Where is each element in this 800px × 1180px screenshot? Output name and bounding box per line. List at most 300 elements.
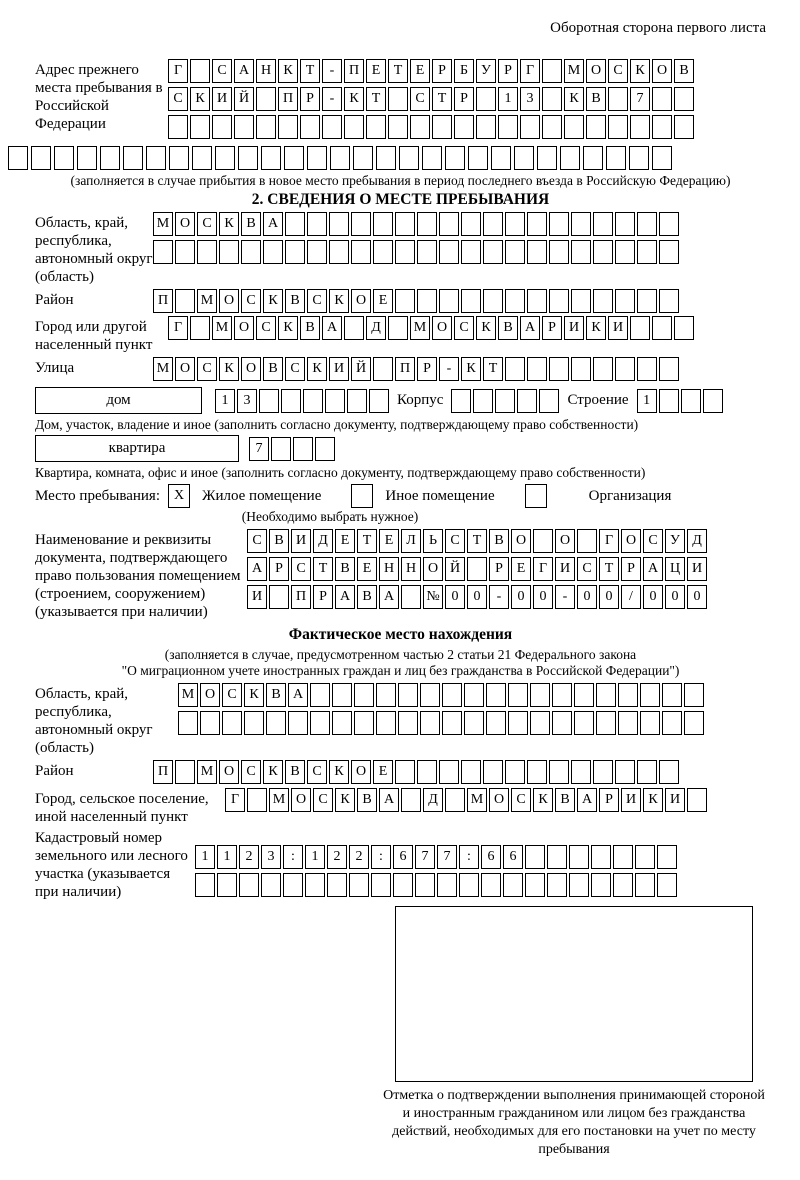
form-cell[interactable]: К [219, 212, 239, 236]
form-cell[interactable] [659, 212, 679, 236]
form-cell[interactable]: Р [454, 87, 474, 111]
form-cell[interactable]: В [266, 683, 286, 707]
form-cell[interactable]: О [200, 683, 220, 707]
form-cell[interactable] [505, 289, 525, 313]
checkbox-residential[interactable]: X [168, 484, 190, 508]
form-cell[interactable] [483, 240, 503, 264]
form-cell[interactable]: К [344, 87, 364, 111]
form-cell[interactable]: В [300, 316, 320, 340]
form-cell[interactable]: П [291, 585, 311, 609]
form-cell[interactable] [486, 711, 506, 735]
form-cell[interactable] [422, 146, 442, 170]
form-cell[interactable]: О [621, 529, 641, 553]
form-cell[interactable] [398, 711, 418, 735]
form-cell[interactable]: Д [423, 788, 443, 812]
form-cell[interactable] [608, 87, 628, 111]
form-cell[interactable] [123, 146, 143, 170]
form-cell[interactable]: С [247, 529, 267, 553]
form-cell[interactable] [652, 115, 672, 139]
form-cell[interactable] [530, 711, 550, 735]
form-cell[interactable] [635, 845, 655, 869]
form-cell[interactable]: И [608, 316, 628, 340]
form-cell[interactable] [637, 289, 657, 313]
form-cell[interactable]: Р [498, 59, 518, 83]
form-cell[interactable] [376, 146, 396, 170]
form-cell[interactable] [574, 683, 594, 707]
form-cell[interactable] [674, 316, 694, 340]
form-cell[interactable]: И [247, 585, 267, 609]
form-cell[interactable]: Й [445, 557, 465, 581]
form-cell[interactable]: С [643, 529, 663, 553]
form-cell[interactable]: К [329, 289, 349, 313]
form-cell[interactable] [593, 212, 613, 236]
form-cell[interactable] [459, 873, 479, 897]
form-cell[interactable]: 3 [237, 389, 257, 413]
form-cell[interactable] [278, 115, 298, 139]
form-cell[interactable]: Т [388, 59, 408, 83]
form-cell[interactable] [330, 146, 350, 170]
form-cell[interactable] [483, 289, 503, 313]
form-cell[interactable] [615, 212, 635, 236]
form-cell[interactable]: В [357, 788, 377, 812]
form-cell[interactable]: - [555, 585, 575, 609]
form-cell[interactable] [395, 760, 415, 784]
form-cell[interactable] [613, 873, 633, 897]
form-cell[interactable] [259, 389, 279, 413]
form-cell[interactable]: С [410, 87, 430, 111]
form-cell[interactable] [659, 240, 679, 264]
form-cell[interactable] [495, 389, 515, 413]
form-cell[interactable] [659, 357, 679, 381]
form-cell[interactable] [659, 289, 679, 313]
form-cell[interactable]: С [307, 289, 327, 313]
form-cell[interactable] [635, 873, 655, 897]
form-cell[interactable] [239, 873, 259, 897]
form-cell[interactable] [373, 240, 393, 264]
form-cell[interactable]: И [665, 788, 685, 812]
form-cell[interactable] [549, 760, 569, 784]
form-cell[interactable] [197, 240, 217, 264]
form-cell[interactable] [527, 212, 547, 236]
form-cell[interactable] [310, 711, 330, 735]
form-cell[interactable] [146, 146, 166, 170]
form-cell[interactable]: М [212, 316, 232, 340]
form-cell[interactable]: К [329, 760, 349, 784]
form-cell[interactable] [674, 115, 694, 139]
form-cell[interactable]: 7 [415, 845, 435, 869]
form-cell[interactable] [574, 711, 594, 735]
form-cell[interactable]: : [371, 845, 391, 869]
form-cell[interactable]: Д [366, 316, 386, 340]
form-cell[interactable]: В [586, 87, 606, 111]
form-cell[interactable]: О [489, 788, 509, 812]
form-cell[interactable] [461, 760, 481, 784]
form-cell[interactable] [527, 357, 547, 381]
form-cell[interactable]: 2 [327, 845, 347, 869]
form-cell[interactable] [175, 240, 195, 264]
form-cell[interactable]: Г [520, 59, 540, 83]
form-cell[interactable] [681, 389, 701, 413]
form-cell[interactable] [353, 146, 373, 170]
form-cell[interactable]: : [459, 845, 479, 869]
form-cell[interactable]: П [153, 760, 173, 784]
form-cell[interactable] [439, 240, 459, 264]
form-cell[interactable]: 1 [305, 845, 325, 869]
form-cell[interactable] [659, 760, 679, 784]
form-cell[interactable]: Т [313, 557, 333, 581]
form-cell[interactable]: О [351, 289, 371, 313]
form-cell[interactable] [630, 115, 650, 139]
form-cell[interactable] [615, 289, 635, 313]
form-cell[interactable]: 2 [349, 845, 369, 869]
form-cell[interactable]: 0 [445, 585, 465, 609]
form-cell[interactable] [486, 683, 506, 707]
form-cell[interactable]: У [476, 59, 496, 83]
form-cell[interactable] [560, 146, 580, 170]
form-cell[interactable]: - [322, 59, 342, 83]
form-cell[interactable]: К [278, 316, 298, 340]
form-cell[interactable] [410, 115, 430, 139]
form-cell[interactable]: Б [454, 59, 474, 83]
form-cell[interactable] [483, 212, 503, 236]
form-cell[interactable]: К [564, 87, 584, 111]
checkbox-other-premises[interactable] [351, 484, 373, 508]
form-cell[interactable] [571, 212, 591, 236]
form-cell[interactable] [684, 683, 704, 707]
form-cell[interactable]: 0 [467, 585, 487, 609]
form-cell[interactable] [178, 711, 198, 735]
form-cell[interactable] [190, 115, 210, 139]
form-cell[interactable] [200, 711, 220, 735]
form-cell[interactable]: М [269, 788, 289, 812]
form-cell[interactable]: 0 [511, 585, 531, 609]
form-cell[interactable] [547, 845, 567, 869]
form-cell[interactable] [615, 357, 635, 381]
form-cell[interactable]: 3 [261, 845, 281, 869]
form-cell[interactable]: 1 [195, 845, 215, 869]
form-cell[interactable]: К [461, 357, 481, 381]
form-cell[interactable]: П [153, 289, 173, 313]
form-cell[interactable] [261, 146, 281, 170]
form-cell[interactable]: О [432, 316, 452, 340]
form-cell[interactable]: С [222, 683, 242, 707]
form-cell[interactable] [415, 873, 435, 897]
form-cell[interactable]: Е [366, 59, 386, 83]
form-cell[interactable] [476, 87, 496, 111]
form-cell[interactable] [571, 240, 591, 264]
form-cell[interactable]: А [322, 316, 342, 340]
form-cell[interactable]: 0 [643, 585, 663, 609]
form-cell[interactable] [310, 683, 330, 707]
form-cell[interactable] [271, 437, 291, 461]
form-cell[interactable] [571, 289, 591, 313]
form-cell[interactable] [169, 146, 189, 170]
form-cell[interactable] [395, 240, 415, 264]
form-cell[interactable]: М [197, 760, 217, 784]
form-cell[interactable] [366, 115, 386, 139]
form-cell[interactable] [549, 212, 569, 236]
form-cell[interactable] [593, 289, 613, 313]
form-cell[interactable] [571, 357, 591, 381]
form-cell[interactable]: Р [432, 59, 452, 83]
form-cell[interactable]: Т [357, 529, 377, 553]
form-cell[interactable] [549, 357, 569, 381]
form-cell[interactable] [417, 289, 437, 313]
form-cell[interactable]: Е [357, 557, 377, 581]
form-cell[interactable] [8, 146, 28, 170]
form-cell[interactable] [315, 437, 335, 461]
form-cell[interactable]: С [307, 760, 327, 784]
form-cell[interactable] [77, 146, 97, 170]
form-cell[interactable] [591, 845, 611, 869]
form-cell[interactable] [491, 146, 511, 170]
form-cell[interactable] [637, 212, 657, 236]
form-cell[interactable]: С [256, 316, 276, 340]
form-cell[interactable] [217, 873, 237, 897]
form-cell[interactable]: О [652, 59, 672, 83]
form-cell[interactable]: Л [401, 529, 421, 553]
form-cell[interactable] [552, 683, 572, 707]
form-cell[interactable]: М [410, 316, 430, 340]
form-cell[interactable]: Т [366, 87, 386, 111]
form-cell[interactable]: К [586, 316, 606, 340]
form-cell[interactable]: № [423, 585, 443, 609]
form-cell[interactable]: Е [335, 529, 355, 553]
form-cell[interactable] [442, 711, 462, 735]
form-cell[interactable]: 7 [630, 87, 650, 111]
form-cell[interactable] [662, 711, 682, 735]
form-cell[interactable] [481, 873, 501, 897]
form-cell[interactable]: М [467, 788, 487, 812]
form-cell[interactable] [583, 146, 603, 170]
form-cell[interactable]: 1 [215, 389, 235, 413]
form-cell[interactable] [657, 845, 677, 869]
form-cell[interactable] [537, 146, 557, 170]
form-cell[interactable]: Г [168, 316, 188, 340]
form-cell[interactable] [395, 289, 415, 313]
form-cell[interactable]: А [234, 59, 254, 83]
form-cell[interactable]: Р [300, 87, 320, 111]
form-cell[interactable] [552, 711, 572, 735]
form-cell[interactable]: Р [542, 316, 562, 340]
form-cell[interactable]: Ь [423, 529, 443, 553]
form-cell[interactable]: С [608, 59, 628, 83]
form-cell[interactable] [266, 711, 286, 735]
form-cell[interactable] [596, 683, 616, 707]
form-cell[interactable] [445, 146, 465, 170]
form-cell[interactable] [618, 683, 638, 707]
form-cell[interactable] [593, 240, 613, 264]
form-cell[interactable] [417, 240, 437, 264]
form-cell[interactable]: С [197, 212, 217, 236]
form-cell[interactable] [388, 87, 408, 111]
form-cell[interactable] [327, 873, 347, 897]
form-cell[interactable]: А [263, 212, 283, 236]
form-cell[interactable] [54, 146, 74, 170]
form-cell[interactable]: Р [621, 557, 641, 581]
form-cell[interactable] [256, 87, 276, 111]
form-cell[interactable] [547, 873, 567, 897]
form-cell[interactable] [373, 212, 393, 236]
form-cell[interactable] [222, 711, 242, 735]
form-cell[interactable] [401, 788, 421, 812]
form-cell[interactable]: 0 [577, 585, 597, 609]
form-cell[interactable] [517, 389, 537, 413]
form-cell[interactable]: Р [313, 585, 333, 609]
form-cell[interactable] [399, 146, 419, 170]
form-cell[interactable]: А [247, 557, 267, 581]
form-cell[interactable] [238, 146, 258, 170]
form-cell[interactable] [288, 711, 308, 735]
form-cell[interactable] [527, 240, 547, 264]
form-cell[interactable] [190, 59, 210, 83]
form-cell[interactable] [539, 389, 559, 413]
form-cell[interactable]: М [564, 59, 584, 83]
form-cell[interactable] [215, 146, 235, 170]
form-cell[interactable] [464, 711, 484, 735]
form-cell[interactable] [549, 289, 569, 313]
form-cell[interactable] [615, 240, 635, 264]
form-cell[interactable]: Е [511, 557, 531, 581]
form-cell[interactable] [256, 115, 276, 139]
form-cell[interactable] [325, 389, 345, 413]
form-cell[interactable]: И [621, 788, 641, 812]
form-cell[interactable]: К [307, 357, 327, 381]
form-cell[interactable]: О [511, 529, 531, 553]
form-cell[interactable] [344, 115, 364, 139]
form-cell[interactable]: О [234, 316, 254, 340]
form-cell[interactable] [241, 240, 261, 264]
form-cell[interactable]: О [586, 59, 606, 83]
form-cell[interactable]: К [630, 59, 650, 83]
form-cell[interactable] [571, 760, 591, 784]
form-cell[interactable]: Е [373, 760, 393, 784]
form-cell[interactable] [451, 389, 471, 413]
form-cell[interactable] [464, 683, 484, 707]
form-cell[interactable] [508, 711, 528, 735]
form-cell[interactable] [351, 212, 371, 236]
form-cell[interactable]: А [335, 585, 355, 609]
form-cell[interactable] [195, 873, 215, 897]
form-cell[interactable] [657, 873, 677, 897]
form-cell[interactable] [505, 760, 525, 784]
form-cell[interactable] [322, 115, 342, 139]
form-cell[interactable] [307, 212, 327, 236]
form-cell[interactable]: А [577, 788, 597, 812]
form-cell[interactable]: В [489, 529, 509, 553]
form-cell[interactable]: Т [599, 557, 619, 581]
form-cell[interactable] [439, 289, 459, 313]
form-cell[interactable] [219, 240, 239, 264]
form-cell[interactable]: 3 [520, 87, 540, 111]
form-cell[interactable] [307, 240, 327, 264]
form-cell[interactable]: Й [351, 357, 371, 381]
form-cell[interactable]: С [168, 87, 188, 111]
form-cell[interactable]: 6 [393, 845, 413, 869]
form-cell[interactable] [285, 212, 305, 236]
form-cell[interactable] [332, 683, 352, 707]
form-cell[interactable]: С [241, 289, 261, 313]
form-cell[interactable]: И [291, 529, 311, 553]
form-cell[interactable] [369, 389, 389, 413]
form-cell[interactable] [439, 760, 459, 784]
form-cell[interactable]: У [665, 529, 685, 553]
form-cell[interactable] [31, 146, 51, 170]
form-cell[interactable]: В [555, 788, 575, 812]
form-cell[interactable] [618, 711, 638, 735]
form-cell[interactable] [234, 115, 254, 139]
form-cell[interactable]: Е [379, 529, 399, 553]
form-cell[interactable]: П [344, 59, 364, 83]
form-cell[interactable]: И [564, 316, 584, 340]
form-cell[interactable]: 7 [249, 437, 269, 461]
form-cell[interactable]: Т [300, 59, 320, 83]
form-cell[interactable]: О [423, 557, 443, 581]
form-cell[interactable]: К [219, 357, 239, 381]
form-cell[interactable] [662, 683, 682, 707]
form-cell[interactable] [687, 788, 707, 812]
form-cell[interactable] [376, 683, 396, 707]
form-cell[interactable]: Т [483, 357, 503, 381]
form-cell[interactable] [577, 529, 597, 553]
form-cell[interactable] [542, 115, 562, 139]
form-cell[interactable]: Г [533, 557, 553, 581]
form-cell[interactable] [652, 146, 672, 170]
form-cell[interactable]: - [439, 357, 459, 381]
form-cell[interactable] [606, 146, 626, 170]
form-cell[interactable] [354, 711, 374, 735]
form-cell[interactable] [593, 357, 613, 381]
form-cell[interactable]: К [190, 87, 210, 111]
form-cell[interactable]: С [285, 357, 305, 381]
form-cell[interactable] [508, 683, 528, 707]
form-cell[interactable]: - [489, 585, 509, 609]
form-cell[interactable] [461, 240, 481, 264]
form-cell[interactable]: 0 [533, 585, 553, 609]
form-cell[interactable] [349, 873, 369, 897]
form-cell[interactable] [305, 873, 325, 897]
form-cell[interactable]: / [621, 585, 641, 609]
form-cell[interactable] [303, 389, 323, 413]
form-cell[interactable]: 6 [503, 845, 523, 869]
form-cell[interactable] [263, 240, 283, 264]
form-cell[interactable] [593, 760, 613, 784]
form-cell[interactable]: Г [225, 788, 245, 812]
form-cell[interactable] [420, 683, 440, 707]
form-cell[interactable] [388, 115, 408, 139]
form-cell[interactable] [569, 845, 589, 869]
form-cell[interactable] [483, 760, 503, 784]
form-cell[interactable] [652, 87, 672, 111]
form-cell[interactable] [591, 873, 611, 897]
form-cell[interactable] [393, 873, 413, 897]
form-cell[interactable] [652, 316, 672, 340]
form-cell[interactable] [284, 146, 304, 170]
form-cell[interactable]: С [454, 316, 474, 340]
form-cell[interactable] [505, 212, 525, 236]
form-cell[interactable]: 7 [437, 845, 457, 869]
form-cell[interactable]: О [555, 529, 575, 553]
form-cell[interactable] [613, 845, 633, 869]
form-cell[interactable] [629, 146, 649, 170]
form-cell[interactable]: 1 [498, 87, 518, 111]
form-cell[interactable] [395, 212, 415, 236]
form-cell[interactable] [525, 845, 545, 869]
form-cell[interactable]: С [291, 557, 311, 581]
form-cell[interactable]: 1 [217, 845, 237, 869]
form-cell[interactable]: Й [234, 87, 254, 111]
form-cell[interactable] [417, 212, 437, 236]
